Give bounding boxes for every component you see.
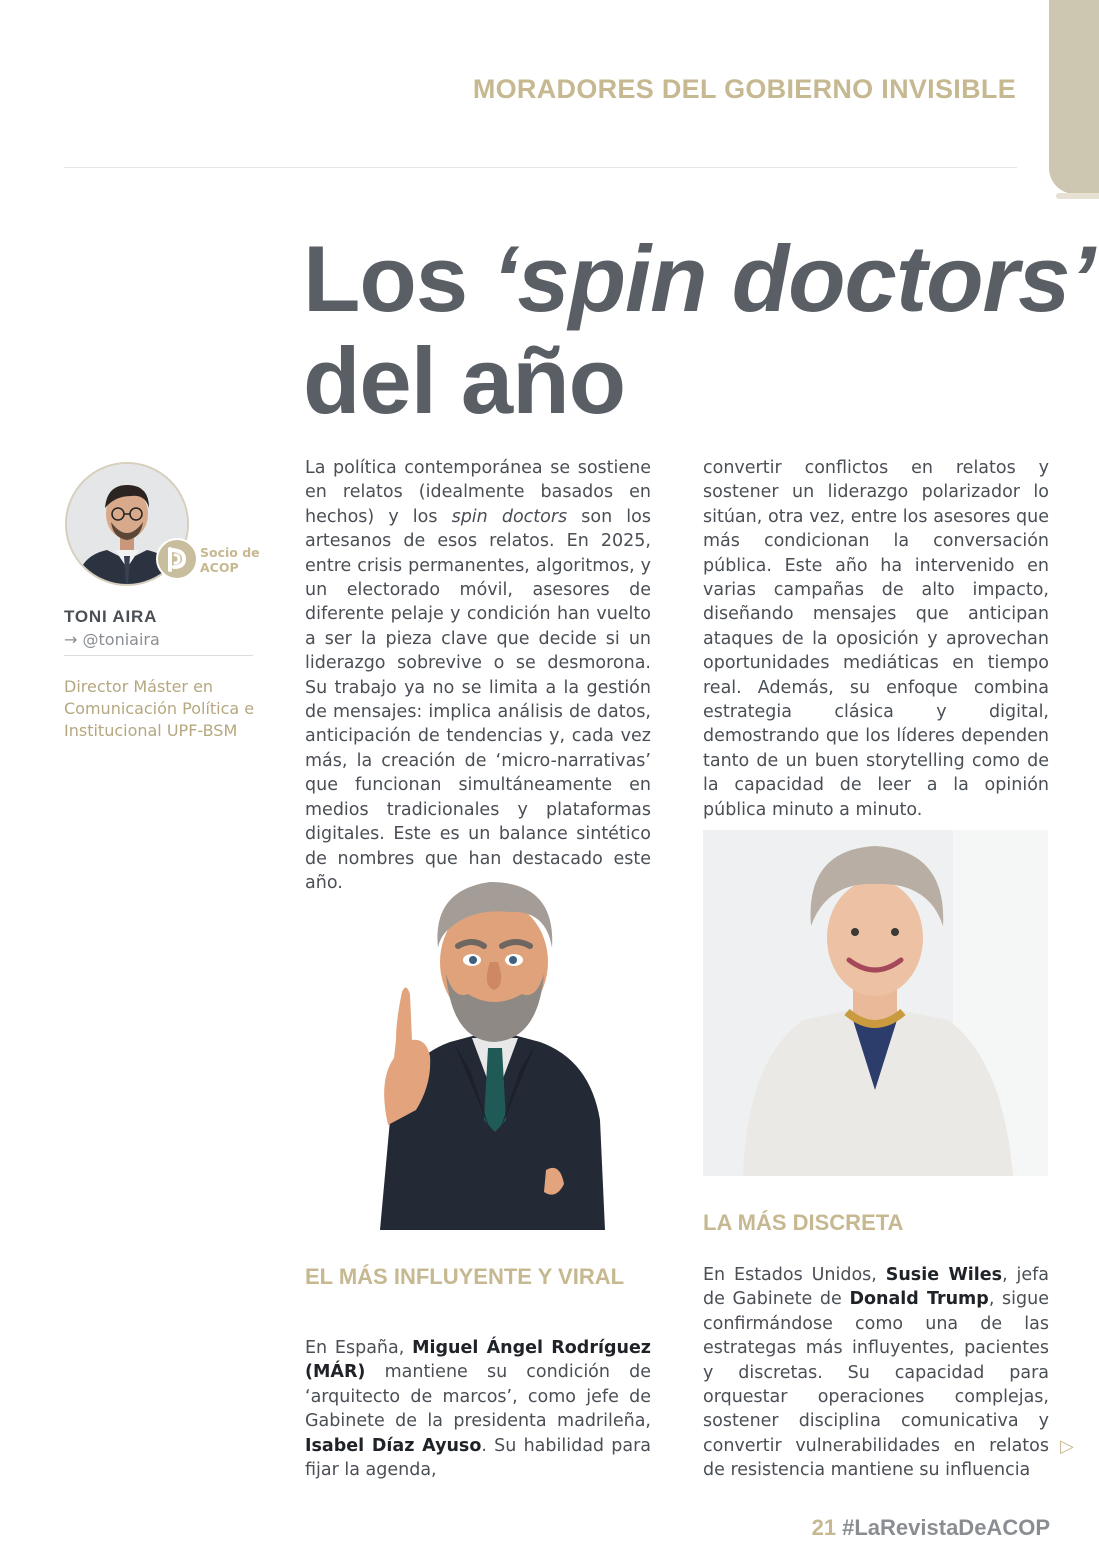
author-handle-link[interactable] [64, 630, 160, 649]
caricature-illustration [360, 870, 630, 1230]
title-italic: ‘spin doctors’ [492, 226, 1095, 331]
discreta-bold-2: Donald Trump [849, 1289, 989, 1310]
influyente-bold-2: Isabel Díaz Ayuso [305, 1435, 482, 1456]
influyente-paragraph [305, 1336, 651, 1482]
author-handle: @toniaira [82, 630, 160, 649]
author-divider [64, 655, 253, 656]
header-divider [64, 167, 1017, 168]
discreta-paragraph [703, 1263, 1049, 1483]
discreta-text-3: , sigue confirmándose como una de las estrategas más influyentes, pacientes y discretas. Su capacidad para orquestar operaciones complejas, sostener disciplina comunicativa y convertir vulnerabilidades en relatos de resistencia mantiene su influencia [703, 1289, 1049, 1481]
influyente-text-1: En España, [305, 1338, 413, 1358]
intro-italic: spin doctors [451, 506, 568, 527]
section-heading-influyente: EL MÁS INFLUYENTE Y VIRAL [305, 1264, 625, 1289]
discreta-text-1: En Estados Unidos, [703, 1265, 886, 1285]
acop-logo-icon [156, 538, 198, 580]
influyente-text-3: . Su habilidad para fijar la agenda, [305, 1435, 651, 1481]
intro-text-b: son los artesanos de esos relatos. En 2025, entre crisis permanentes, algoritmos, y un electorado móvil, asesores de diferente pelaje y condición han vuelto a ser la pieza clave que decide si un liderazgo sobrevive o se desmorona. Su trabajo ya no se limita a la gestión de mensajes: implica análisis de datos, anticipación de tendencias y, cada vez más, la creación de ‘micro-narrativas’ que funcionan simultáneamente en medios tradicionales y plataformas digitales. Este es un balance sintético de nombres que han destacado este año. [305, 506, 651, 893]
arrow-right-icon: → [64, 630, 78, 649]
page-tab-edge [1056, 193, 1099, 199]
page-tab [1049, 0, 1099, 194]
next-page-icon[interactable]: ▷ [1060, 1436, 1074, 1457]
discreta-text-2: , jefa de Gabinete de [703, 1265, 1050, 1310]
footer-hashtag: #LaRevistaDeACOP [842, 1515, 1050, 1540]
portrait-photo [703, 830, 1048, 1176]
influyente-bold-1: Miguel Ángel Rodríguez (MÁR) [305, 1338, 651, 1383]
member-badge-text: Socio de ACOP [200, 545, 260, 575]
title-part-1: Los [303, 226, 493, 331]
intro-text-a: La política contemporánea se sostiene en relatos (idealmente basados en hechos) y los [305, 458, 651, 527]
author-name: TONI AIRA [64, 607, 158, 626]
title-part-2: del año [303, 328, 626, 433]
discreta-bold-1: Susie Wiles [885, 1265, 1003, 1285]
section-heading-discreta: LA MÁS DISCRETA [703, 1210, 904, 1235]
influyente-text-2: mantiene su condición de ‘arquitecto de marcos’, como jefe de Gabinete de la presidenta madrileña, [305, 1362, 651, 1432]
page-footer [812, 1515, 1050, 1541]
author-role: Director Máster en Comunicación Política e Institucional UPF-BSM [64, 677, 255, 740]
continued-paragraph: convertir conflictos en relatos y sostener un liderazgo polarizador lo sitúan, otra vez, entre los asesores que más condicionan la conversación pública. Este año ha intervenido en varias campañas de alto impacto, diseñando mensajes que anticipan ataques de la oposición y aprovechan oportunidades mediáticas en tiempo real. Además, su enfoque combina estrategia clásica y digital, demostrando que los líderes dependen tanto de un buen storytelling como de la capacidad de leer a la opinión pública minuto a minuto. [703, 458, 1049, 820]
section-title: MORADORES DEL GOBIERNO INVISIBLE [472, 74, 1016, 104]
article-title [303, 228, 1095, 432]
intro-paragraph [305, 456, 651, 895]
page-number: 21 [811, 1515, 837, 1540]
